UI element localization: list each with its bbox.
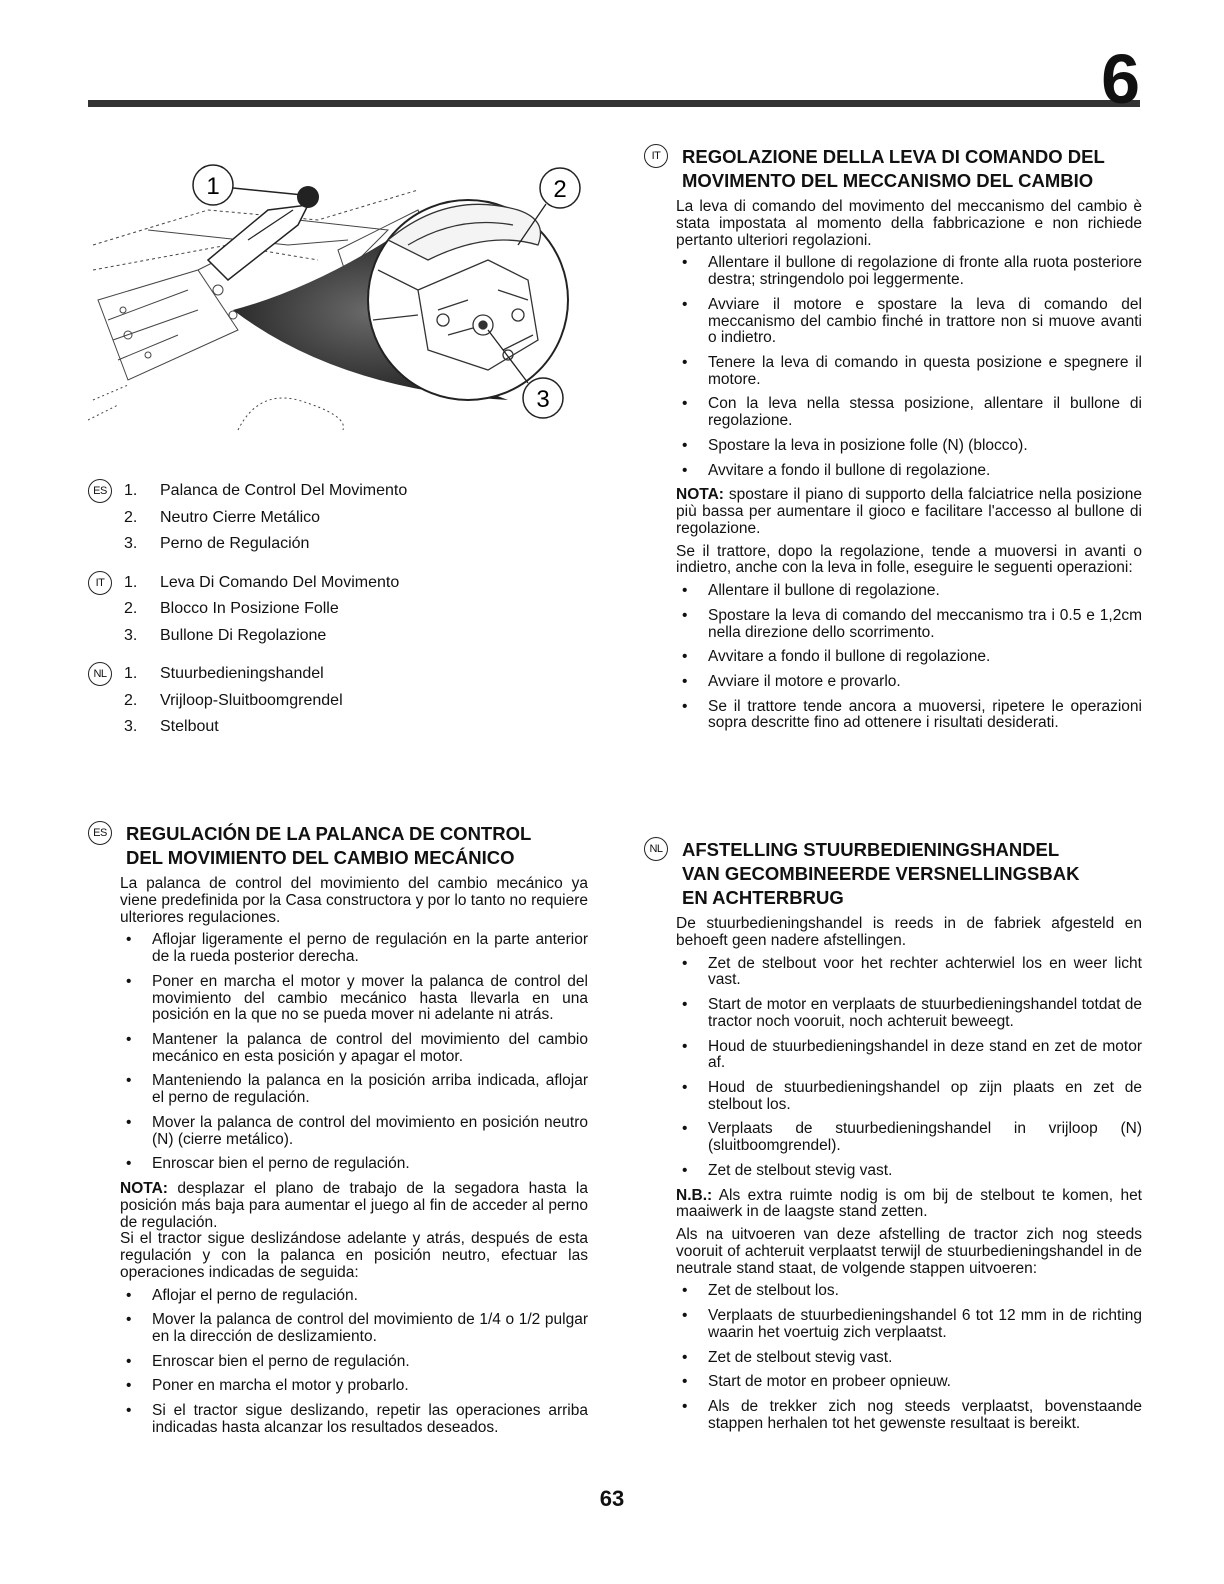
bullet-text: Zet de stelbout voor het rechter achterwiel los en weer licht vast.: [708, 954, 1142, 989]
legend-text: Vrijloop-Sluitboomgrendel: [160, 691, 343, 709]
title-line: REGOLAZIONE DELLA LEVA DI COMANDO DEL: [682, 146, 1105, 167]
paragraph: Als na uitvoeren van deze afstelling de tractor zich nog steeds vooruit of achteruit verplaatst terwijl de stuurbedieningshandel in de neutrale stand staat, de volgende stappen uitvoeren:: [676, 1226, 1142, 1277]
bullet-item: [120, 1156, 588, 1173]
bullet-text: Con la leva nella stessa posizione, allentare il bullone di regolazione.: [708, 395, 1142, 430]
intro-paragraph: De stuurbedieningshandel is reeds in de fabriek afgesteld en behoeft geen nadere afstellingen.: [676, 915, 1142, 949]
callout-1: [193, 165, 319, 208]
bullet-dot: •: [126, 1113, 132, 1131]
bullet-dot: •: [682, 295, 688, 313]
paragraph: Se il trattore, dopo la regolazione, tende a muoversi in avanti o indietro, anche con la leva in folle, eseguire le seguenti operazioni:: [676, 542, 1142, 577]
bullet-item: [676, 297, 1142, 347]
bullet-dot: •: [682, 1307, 688, 1325]
legend-number: 1.: [124, 573, 138, 591]
bullet-item: [676, 649, 1142, 666]
legend-text: Palanca de Control Del Movimento: [160, 482, 408, 500]
bullet-text: Poner en marcha el motor y mover la palanca de control del movimiento del cambio mecánico hasta llevarla en una posición en la que no se pueda mover ni adelante ni atrás.: [152, 972, 588, 1024]
bullet-text: Si el tractor sigue deslizando, repetir las operaciones arriba indicadas hasta alcanzar los resultados deseados.: [152, 1402, 588, 1436]
bullet-text: Enroscar bien el perno de regulación.: [152, 1155, 410, 1173]
bullet-text: Tenere la leva di comando in questa posizione e spegnere il motore.: [708, 353, 1142, 388]
bullet-item: [676, 1283, 1142, 1300]
legend-number: 1.: [124, 482, 138, 500]
bullet-text: Avviare il motore e spostare la leva di comando del meccanismo del cambio finché in trattore non si muove avanti o indietro.: [708, 295, 1142, 347]
bullet-item: [676, 1350, 1142, 1367]
bullet-dot: •: [682, 436, 688, 454]
bullet-text: Houd de stuurbedieningshandel op zijn plaats en zet de stelbout los.: [708, 1079, 1142, 1113]
bullet-text: Mover la palanca de control del movimiento de 1/4 o 1/2 pulgar en la dirección de deslizamiento.: [152, 1311, 588, 1345]
bullet-item: [676, 396, 1142, 429]
legend-number: 2.: [124, 691, 138, 709]
legend-text: Stelbout: [160, 718, 219, 736]
bullet-dot: •: [126, 931, 132, 949]
title-line: AFSTELLING STUURBEDIENINGSHANDEL: [682, 839, 1060, 860]
bullet-item: [120, 1403, 588, 1436]
bullet-item: [676, 1399, 1142, 1432]
bullet-item: [676, 1121, 1142, 1154]
bullet-item: [676, 956, 1142, 989]
lang-badge-it: IT: [644, 144, 668, 168]
bullet-item: [676, 1308, 1142, 1341]
intro-paragraph: La leva di comando del movimento del meccanismo del cambio è stata impostata al momento della fabbricazione e non richiede pertanto ulteriori regolazioni.: [676, 198, 1142, 249]
bullet-dot: •: [126, 1377, 132, 1395]
bullet-item: [120, 974, 588, 1024]
bullet-item: [120, 1115, 588, 1148]
page-number: 63: [599, 1486, 625, 1511]
bullet-item: [676, 997, 1142, 1030]
legend-row: [88, 688, 588, 715]
control-lever-drawing: [208, 205, 308, 280]
bullet-text: Avvitare a fondo il bullone di regolazione.: [708, 648, 991, 666]
legend-number: 2.: [124, 508, 138, 526]
title-line: DEL MOVIMIENTO DEL CAMBIO MECÁNICO: [126, 847, 515, 869]
legend-text: Perno de Regulación: [160, 535, 310, 553]
paragraph: Si el tractor sigue deslizándose adelante y atrás, después de esta regulación y con la palanca en posición neutro, efectuar las operaciones indicadas de seguida:: [120, 1230, 588, 1281]
bullet-item: [120, 1073, 588, 1106]
bullet-item: [120, 1032, 588, 1065]
bullet-text: Enroscar bien el perno de regulación.: [152, 1352, 410, 1370]
bullet-dot: •: [682, 1120, 688, 1138]
bullet-dot: •: [126, 1311, 132, 1329]
bullet-dot: •: [126, 1352, 132, 1370]
section-nl: [644, 838, 1142, 1441]
legend-number: 3.: [124, 535, 138, 553]
bullet-dot: •: [682, 254, 688, 272]
bullet-item: [676, 1039, 1142, 1072]
bullet-dot: •: [682, 648, 688, 666]
bullet-text: Verplaats de stuurbedieningshandel in vrijloop (N) (sluitboomgrendel).: [708, 1120, 1142, 1155]
bullet-dot: •: [682, 1079, 688, 1097]
bullet-item: [676, 463, 1142, 480]
legend-row: [88, 505, 588, 532]
bullet-item: [120, 1312, 588, 1345]
bullet-item: [676, 674, 1142, 691]
title-line: VAN GECOMBINEERDE VERSNELLINGSBAK: [682, 863, 1080, 885]
note-paragraph: NOTA: desplazar el plano de trabajo de la segadora hasta la posición más baja para aumentar el juego al fin de acceder al perno de regulación.: [120, 1180, 588, 1231]
bullet-dot: •: [682, 996, 688, 1014]
lang-badge-nl: NL: [88, 662, 112, 686]
bullet-text: Start de motor en verplaats de stuurbedieningshandel totdat de tractor noch vooruit, noch achteruit beweegt.: [708, 996, 1142, 1030]
legend-row: [88, 714, 588, 741]
bullet-item: [676, 583, 1142, 600]
lang-badge-es: ES: [88, 479, 112, 503]
legend-text: Leva Di Comando Del Movimento: [160, 573, 400, 591]
legend-number: 1.: [124, 665, 138, 683]
bullet-text: Verplaats de stuurbedieningshandel 6 tot 12 mm in de richting waarin het voertuig zich verplaatst.: [708, 1307, 1142, 1341]
section-title: [88, 822, 588, 870]
bullet-item: [120, 932, 588, 965]
bullet-dot: •: [126, 1286, 132, 1304]
callout-1-number: 1: [206, 173, 220, 200]
section-it: [644, 145, 1142, 740]
bullet-text: Aflojar el perno de regulación.: [152, 1286, 358, 1304]
intro-paragraph: La palanca de control del movimiento del cambio mecánico ya viene predefinida por la Casa constructora y por lo tanto no requiere ulteriores regulaciones.: [120, 875, 588, 926]
legend-text: Neutro Cierre Metálico: [160, 508, 321, 526]
bullet-text: Avviare il motore e provarlo.: [708, 672, 901, 690]
bullet-dot: •: [682, 1037, 688, 1055]
legend-row: [88, 596, 588, 623]
bullet-dot: •: [682, 1373, 688, 1391]
section-es: [88, 822, 588, 1445]
bullet-dot: •: [682, 461, 688, 479]
bullet-text: Aflojar ligeramente el perno de regulación en la parte anterior de la rueda posterior derecha.: [152, 931, 588, 966]
bullet-text: Als de trekker zich nog steeds verplaatst, bovenstaande stappen herhalen tot het gewenste resultaat is bereikt.: [708, 1398, 1142, 1432]
legend-text: Blocco In Posizione Folle: [160, 600, 339, 618]
legend-it: [88, 570, 588, 650]
legend-text: Bullone Di Regolazione: [160, 626, 327, 644]
bullet-item: [120, 1354, 588, 1371]
bullet-text: Manteniendo la palanca en la posición arriba indicada, aflojar el perno de regulación.: [152, 1072, 588, 1107]
bullet-dot: •: [126, 1072, 132, 1090]
bullet-dot: •: [682, 353, 688, 371]
bullet-text: Start de motor en probeer opnieuw.: [708, 1373, 951, 1391]
bullet-text: Zet de stelbout stevig vast.: [708, 1161, 893, 1179]
section-title: [644, 145, 1142, 193]
bullet-dot: •: [682, 606, 688, 624]
bullet-dot: •: [682, 697, 688, 715]
legend-es: [88, 478, 588, 558]
title-line: MOVIMENTO DEL MECCANISMO DEL CAMBIO: [682, 170, 1094, 192]
figure-legend: [88, 478, 588, 753]
lang-badge-es: ES: [88, 821, 112, 845]
bullet-dot: •: [682, 954, 688, 972]
legend-row: [88, 661, 588, 688]
bullet-item: [676, 699, 1142, 732]
lang-badge-it: IT: [88, 571, 112, 595]
callout-2-number: 2: [553, 176, 567, 203]
legend-number: 3.: [124, 626, 138, 644]
title-line: EN ACHTERBRUG: [682, 887, 844, 909]
bullet-item: [676, 255, 1142, 288]
note-paragraph: NOTA: spostare il piano di supporto della falciatrice nella posizione più bassa per aumentare il gioco e facilitare l'accesso al bullone di regolazione.: [676, 486, 1142, 537]
bullet-dot: •: [682, 1282, 688, 1300]
bullet-text: Avvitare a fondo il bullone di regolazione.: [708, 461, 991, 479]
legend-text: Stuurbedieningshandel: [160, 665, 324, 683]
bullet-item: [676, 355, 1142, 388]
bullet-text: Allentare il bullone di regolazione di fronte alla ruota posteriore destra; stringendolo poi leggermente.: [708, 254, 1142, 289]
bullet-item: [676, 1163, 1142, 1180]
bullet-text: Spostare la leva in posizione folle (N) (blocco).: [708, 436, 1028, 454]
bullet-text: Mantener la palanca de control del movimiento del cambio mecánico en esta posición y apagar el motor.: [152, 1030, 588, 1065]
bullet-item: [676, 438, 1142, 455]
legend-number: 2.: [124, 600, 138, 618]
bullet-dot: •: [682, 1161, 688, 1179]
bullet-item: [676, 608, 1142, 641]
lever-adjustment-illustration: [88, 150, 598, 440]
bullet-text: Zet de stelbout los.: [708, 1282, 839, 1300]
title-line: REGULACIÓN DE LA PALANCA DE CONTROL: [126, 823, 532, 844]
legend-row: [88, 478, 588, 505]
lang-badge-nl: NL: [644, 837, 668, 861]
legend-nl: [88, 661, 588, 741]
bullet-text: Poner en marcha el motor y probarlo.: [152, 1377, 409, 1395]
bullet-dot: •: [126, 1402, 132, 1420]
bullet-dot: •: [126, 1030, 132, 1048]
section-title: [644, 838, 1142, 910]
bullet-dot: •: [682, 1398, 688, 1416]
callout-3-number: 3: [536, 386, 550, 413]
legend-number: 3.: [124, 718, 138, 736]
bullet-dot: •: [682, 582, 688, 600]
bullet-text: Spostare la leva di comando del meccanismo tra i 0.5 e 1,2cm nella direzione dello scorrimento.: [708, 606, 1142, 641]
bullet-text: Zet de stelbout stevig vast.: [708, 1348, 893, 1366]
bullet-item: [120, 1288, 588, 1305]
bullet-text: Se il trattore tende ancora a muoversi, ripetere le operazioni sopra descritte fino ad ottenere i risultati desiderati.: [708, 697, 1142, 732]
bullet-text: Mover la palanca de control del movimiento en posición neutro (N) (cierre metálico).: [152, 1113, 588, 1148]
header-rule: [88, 100, 1140, 107]
bullet-dot: •: [682, 672, 688, 690]
zoom-detail-circle: [368, 200, 568, 400]
bullet-item: [676, 1374, 1142, 1391]
bullet-dot: •: [126, 972, 132, 990]
bullet-dot: •: [682, 395, 688, 413]
note-paragraph: N.B.: Als extra ruimte nodig is om bij de stelbout te komen, het maaiwerk in de laagste stand zetten.: [676, 1186, 1142, 1221]
bullet-dot: •: [126, 1155, 132, 1173]
bullet-item: [120, 1378, 588, 1395]
bullet-text: Houd de stuurbedieningshandel in deze stand en zet de motor af.: [708, 1037, 1142, 1072]
chapter-number: 6: [1101, 40, 1140, 118]
bullet-item: [676, 1080, 1142, 1113]
legend-row: [88, 531, 588, 558]
bullet-text: Allentare il bullone di regolazione.: [708, 582, 940, 600]
legend-row: [88, 623, 588, 650]
bullet-dot: •: [682, 1348, 688, 1366]
legend-row: [88, 570, 588, 597]
